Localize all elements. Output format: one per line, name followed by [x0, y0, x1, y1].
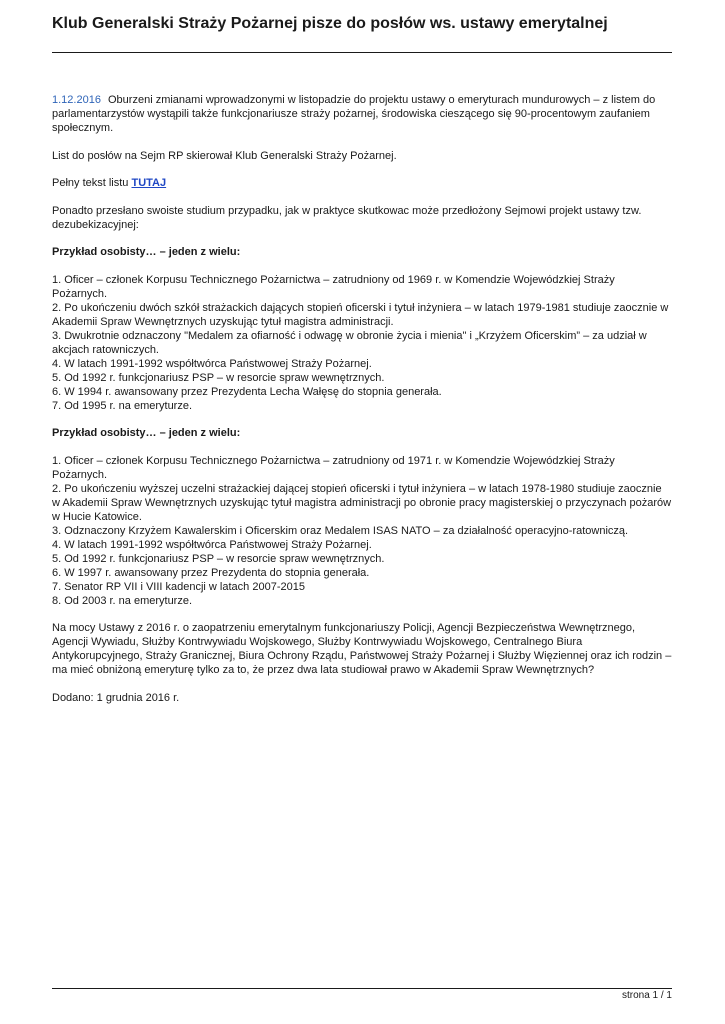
footer-divider [52, 988, 672, 989]
sent-paragraph: List do posłów na Sejm RP skierował Klub Generalski Straży Pożarnej. [52, 149, 397, 162]
example-1-heading: Przykład osobisty… – jeden z wielu: [52, 246, 241, 258]
page-number: strona 1 / 1 [621, 990, 672, 1001]
added-date: Dodano: 1 grudnia 2016 r. [52, 691, 180, 704]
list-item: 5. Od 1992 r. funkcjonariusz PSP – w resorcie spraw wewnętrznych. [52, 552, 385, 565]
list-item: 3. Dwukrotnie odznaczony "Medalem za ofiarność i odwagę w obronie życia i mienia" i „Krzyżem Oficerskim” – za udział w akcjach ratowniczych. [52, 329, 647, 356]
list-item: 7. Senator RP VII i VIII kadencji w latach 2007-2015 [52, 580, 305, 593]
full-text-link[interactable]: TUTAJ [131, 177, 167, 189]
list-item: 4. W latach 1991-1992 współtwórca Państwowej Straży Pożarnej. [52, 357, 372, 370]
study-paragraph: Ponadto przesłano swoiste studium przypadku, jak w praktyce skutkowac może przedłożony Sejmowi projekt ustawy tzw. dezubekizacyjnej: [52, 204, 642, 231]
list-item: 6. W 1994 r. awansowany przez Prezydenta Lecha Wałęsę do stopnia generała. [52, 385, 442, 398]
list-item: 6. W 1997 r. awansowany przez Prezydenta do stopnia generała. [52, 566, 370, 579]
publication-date: 1.12.2016 [52, 94, 101, 106]
page-title: Klub Generalski Straży Pożarnej pisze do posłów ws. ustawy emerytalnej [52, 15, 608, 32]
example-1-list [52, 273, 672, 413]
list-item: 5. Od 1992 r. funkcjonariusz PSP – w resorcie spraw wewnętrznych. [52, 371, 385, 384]
list-item: 1. Oficer – członek Korpusu Technicznego Pożarnictwa – zatrudniony od 1971 r. w Komendzie Wojewódzkiej Straży Pożarnych. [52, 454, 615, 481]
list-item: 3. Odznaczony Krzyżem Kawalerskim i Oficerskim oraz Medalem ISAS NATO – za działalność operacyjno-ratowniczą. [52, 524, 629, 537]
example-2-heading: Przykład osobisty… – jeden z wielu: [52, 427, 241, 439]
header-divider [52, 52, 672, 53]
fulltext-paragraph [52, 176, 672, 190]
list-item: 4. W latach 1991-1992 współtwórca Państwowej Straży Pożarnej. [52, 538, 372, 551]
list-item: 2. Po ukończeniu wyższej uczelni strażackiej dającej stopień oficerski i tytuł inżyniera – w latach 1978-1980 studiuje zaocznie w Akademii Spraw Wewnętrznych uzyskując tytuł magistra administracji po obronie pracy magisterskiej o przyczynach pożarów w Hucie Katowice. [52, 482, 672, 523]
document-page [52, 0, 672, 1024]
fulltext-prefix: Pełny tekst listu [52, 177, 132, 189]
example-2-list [52, 454, 672, 608]
list-item: 2. Po ukończeniu dwóch szkół strażackich dających stopień oficerski i tytuł inżyniera – w latach 1979-1981 studiuje zaocznie w Akademii Spraw Wewnętrznych uzyskując tytuł magistra administracji. [52, 301, 669, 328]
law-paragraph: Na mocy Ustawy z 2016 r. o zaopatrzeniu emerytalnym funkcjonariuszy Policji, Agencji Bezpieczeństwa Wewnętrznego, Agencji Wywiadu, Służby Kontrwywiadu Wojskowego, Służby Kontrwywiadu Wojskowego, Centralnego Biura Antykorupcyjnego, Straży Granicznej, Biura Ochrony Rządu, Państwowej Straży Pożarnej i Służby Więziennej oraz ich rodzin – ma mieć obniżoną emeryturę tylko za to, że przez dwa lata studiował prawo w Akademii Spraw Wewnętrznych? [52, 622, 672, 676]
intro-text: Oburzeni zmianami wprowadzonymi w listopadzie do projektu ustawy o emeryturach mundurowych – z listem do parlamentarzystów wystąpili także funkcjonariusze straży pożarnej, środowiska cieszącego się 90-procentowym zaufaniem społecznym. [52, 94, 656, 134]
list-item: 8. Od 2003 r. na emeryturze. [52, 594, 193, 607]
article-body [52, 93, 672, 718]
list-item: 1. Oficer – członek Korpusu Technicznego Pożarnictwa – zatrudniony od 1969 r. w Komendzie Wojewódzkiej Straży Pożarnych. [52, 273, 615, 300]
intro-paragraph [52, 93, 672, 135]
list-item: 7. Od 1995 r. na emeryturze. [52, 399, 193, 412]
